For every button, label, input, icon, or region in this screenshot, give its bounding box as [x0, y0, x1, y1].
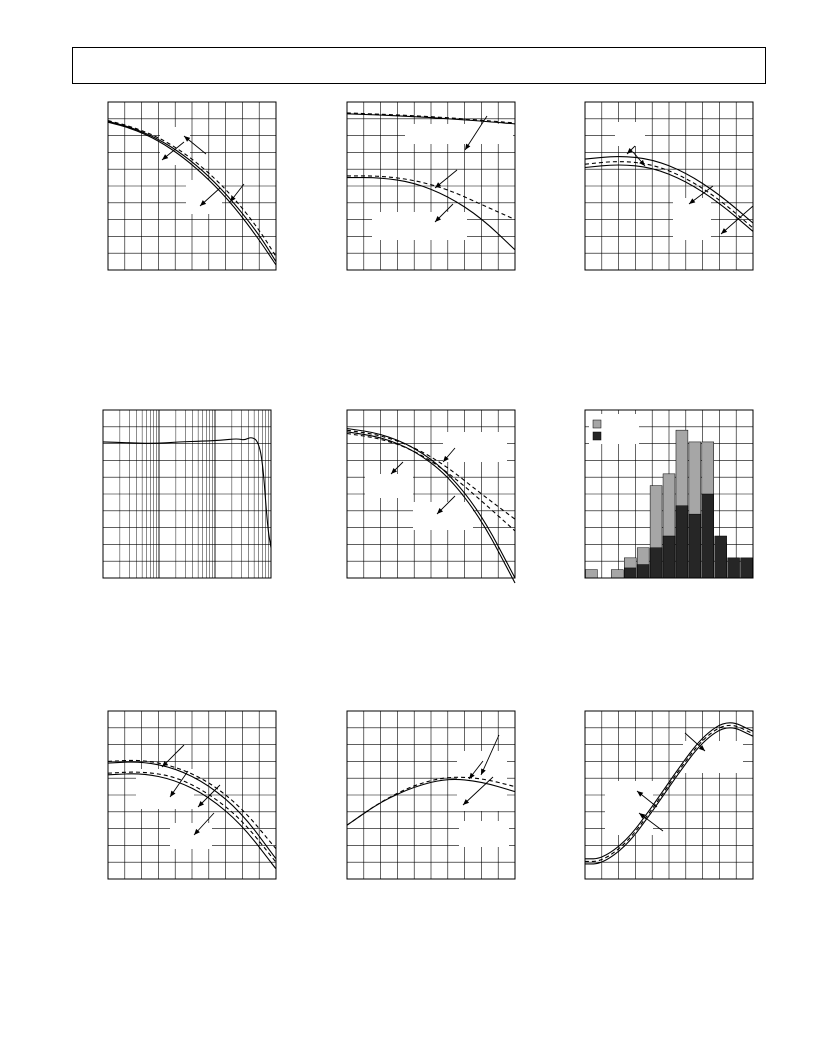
page-header-box — [72, 47, 766, 84]
histogram-bar-dark — [676, 506, 688, 578]
histogram-bar-dark — [728, 558, 740, 578]
histogram-bar-dark — [741, 558, 753, 578]
chart-8 — [347, 711, 515, 879]
histogram-bar-dark — [715, 536, 727, 578]
label-mask — [372, 212, 467, 240]
label-mask — [443, 432, 507, 462]
legend-swatch-dark — [593, 432, 601, 440]
chart-4 — [103, 410, 271, 578]
chart-2 — [347, 102, 515, 270]
histogram-bar-dark — [702, 494, 714, 578]
label-mask — [459, 821, 509, 847]
histogram-bar-dark — [650, 548, 662, 578]
label-mask — [413, 502, 473, 530]
label-mask — [683, 741, 743, 773]
chart-9 — [585, 711, 753, 879]
chart-6 — [585, 410, 753, 578]
chart-1 — [108, 102, 276, 270]
label-mask — [615, 122, 645, 146]
histogram-bar-dark — [624, 568, 636, 578]
histogram-bar-dark — [637, 565, 649, 578]
histogram-bar-dark — [689, 514, 701, 578]
histogram-bar-dark — [663, 536, 675, 578]
chart-3 — [585, 102, 753, 270]
label-mask — [605, 781, 653, 835]
label-mask — [170, 823, 212, 849]
label-mask — [405, 124, 513, 144]
histogram-bar-light — [611, 570, 623, 578]
label-mask — [673, 198, 711, 240]
legend-swatch-light — [593, 420, 601, 428]
chart-5 — [347, 410, 515, 578]
chart-7 — [108, 711, 276, 879]
label-mask — [365, 474, 413, 498]
histogram-bar-light — [586, 570, 598, 578]
